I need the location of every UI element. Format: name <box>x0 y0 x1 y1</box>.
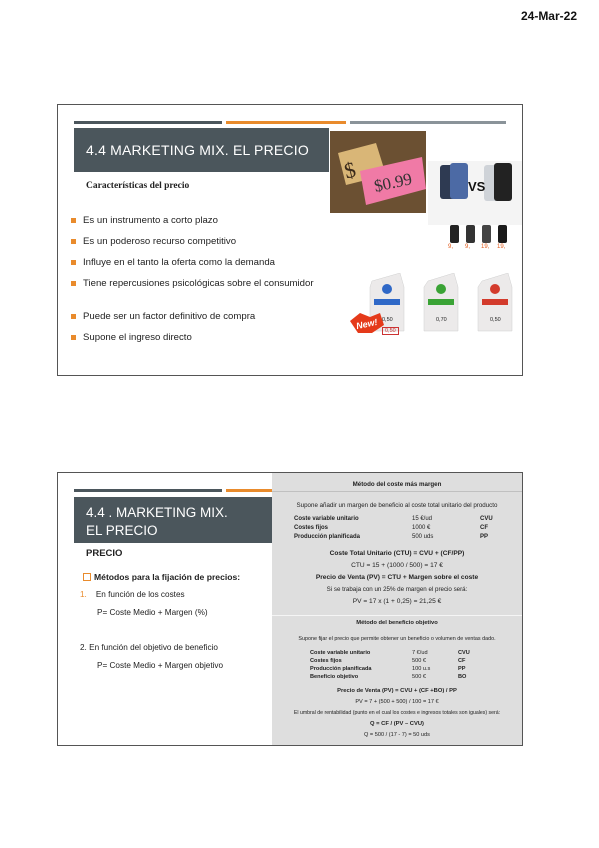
slide-title-line1: 4.4 . MARKETING MIX. <box>86 505 228 520</box>
phone-price: 9, <box>448 244 454 250</box>
bullet-item: Influye en el tanto la oferta como la demanda <box>83 257 348 269</box>
panel-row-value: 7 €/ud <box>412 650 428 656</box>
ctu-formula: Coste Total Unitario (CTU) = CVU + (CF/PP) <box>329 550 465 557</box>
calculation-panel <box>272 473 522 745</box>
panel-row-value: 1000 € <box>412 525 431 531</box>
milk-price: 0,50 <box>382 327 399 335</box>
slide-title-line2: EL PRECIO <box>86 523 158 538</box>
method-formula-2: P= Coste Medio + Margen objetivo <box>97 661 224 670</box>
milk-price: 0,50 <box>382 317 393 323</box>
phone-price: 19, <box>481 244 490 250</box>
panel-row-code: CVU <box>480 516 493 522</box>
panel-row: Costes fijos <box>294 525 329 531</box>
method-item-1: 1. En función de los costes <box>80 590 185 599</box>
methods-heading: Métodos para la fijación de precios: <box>83 572 240 582</box>
panel-row-code: CF <box>458 658 466 664</box>
panel-title-target-profit: Método del beneficio objetivo <box>356 620 438 626</box>
pv2-calc: PV = 7 + (500 + 500) / 100 = 17 € <box>355 699 439 705</box>
bullet-item: Es un poderoso recurso competitivo <box>83 236 348 248</box>
ctu-calc: CTU = 15 + (1000 / 500) = 17 € <box>351 562 443 569</box>
panel-row: Coste variable unitario <box>294 516 359 522</box>
pv-note: Si se trabaja con un 25% de margen el precio será: <box>326 586 468 593</box>
bullet-item: Supone el ingreso directo <box>83 332 348 344</box>
panel-divider <box>272 491 522 492</box>
q-calc: Q = 500 / (17 - 7) = 50 uds <box>364 732 430 738</box>
panel-divider <box>272 615 522 616</box>
pv-calc: PV = 17 x (1 + 0,25) = 21,25 € <box>352 598 442 605</box>
panel-row-value: 15 €/ud <box>412 516 433 522</box>
slide-subtitle: Características del precio <box>86 181 190 191</box>
bullet-item: Tiene repercusiones psicológicas sobre el consumidor <box>83 278 348 290</box>
new-badge: New! <box>355 316 379 332</box>
phone-price: 9, <box>465 244 471 250</box>
phones-image <box>428 161 522 253</box>
panel-row-value: 500 uds <box>412 534 434 540</box>
q-formula: Q = CF / (PV – CVU) <box>370 721 424 727</box>
panel-row: Producción planificada <box>310 666 372 672</box>
panel-row-code: CVU <box>458 650 470 656</box>
slide-title-bar <box>74 128 329 172</box>
svg-text:$: $ <box>341 156 359 184</box>
panel-row: Costes fijos <box>310 658 342 664</box>
panel-row-value: 500 € <box>412 658 426 664</box>
panel-row-value: 500 € <box>412 674 426 680</box>
panel-row-code: PP <box>480 534 489 540</box>
slide-precio-caracteristicas <box>57 104 523 376</box>
slide-title-bar <box>74 497 273 543</box>
method-item-2: 2. En función del objetivo de beneficio <box>80 643 218 652</box>
phone-price: 19, <box>497 244 506 250</box>
method-formula-1: P= Coste Medio + Margen (%) <box>97 608 208 617</box>
milk-cartons-image <box>350 273 518 343</box>
panel-intro-1: Supone añadir un margen de beneficio al coste total unitario del producto <box>296 502 498 509</box>
panel-row-code: BO <box>458 674 467 680</box>
panel-row-code: PP <box>458 666 466 672</box>
panel-title-cost-plus: Método del coste más margen <box>352 481 442 488</box>
slide-subtitle: PRECIO <box>86 548 123 559</box>
panel-row: Beneficio objetivo <box>310 674 359 680</box>
slide-title: 4.4 MARKETING MIX. EL PRECIO <box>86 142 309 158</box>
panel-intro-2: Supone fijar el precio que permite obtener un beneficio o volumen de ventas dado. <box>298 636 496 642</box>
method-number: 1. <box>80 590 87 599</box>
date-label: 24-Mar-22 <box>520 9 577 23</box>
vs-label: VS <box>468 179 486 194</box>
pv2-formula: Precio de Venta (PV) = CVU + (CF +BO) / PP <box>337 688 457 694</box>
panel-row-value: 100 u.s <box>412 666 431 672</box>
milk-price: 0,50 <box>490 317 501 323</box>
panel-row-code: CF <box>480 525 488 531</box>
umbral-text: El umbral de rentabilidad (punto en el cual los costes e ingresos totales son iguales) será: <box>293 710 501 716</box>
bullet-item: Puede ser un factor definitivo de compra <box>83 311 348 323</box>
price-tag-image <box>330 131 426 213</box>
milk-price: 0,70 <box>436 317 447 323</box>
slide-metodos-fijacion-precios <box>57 472 523 746</box>
panel-row: Coste variable unitario <box>310 650 371 656</box>
price-tag-text: $0.99 <box>372 169 414 196</box>
checkbox-icon <box>83 573 91 581</box>
slide-accent-bars <box>74 121 506 124</box>
bullet-item: Es un instrumento a corto plazo <box>83 215 348 227</box>
pv-formula: Precio de Venta (PV) = CTU + Margen sobre el coste <box>315 574 479 581</box>
panel-row: Producción planificada <box>294 534 361 540</box>
